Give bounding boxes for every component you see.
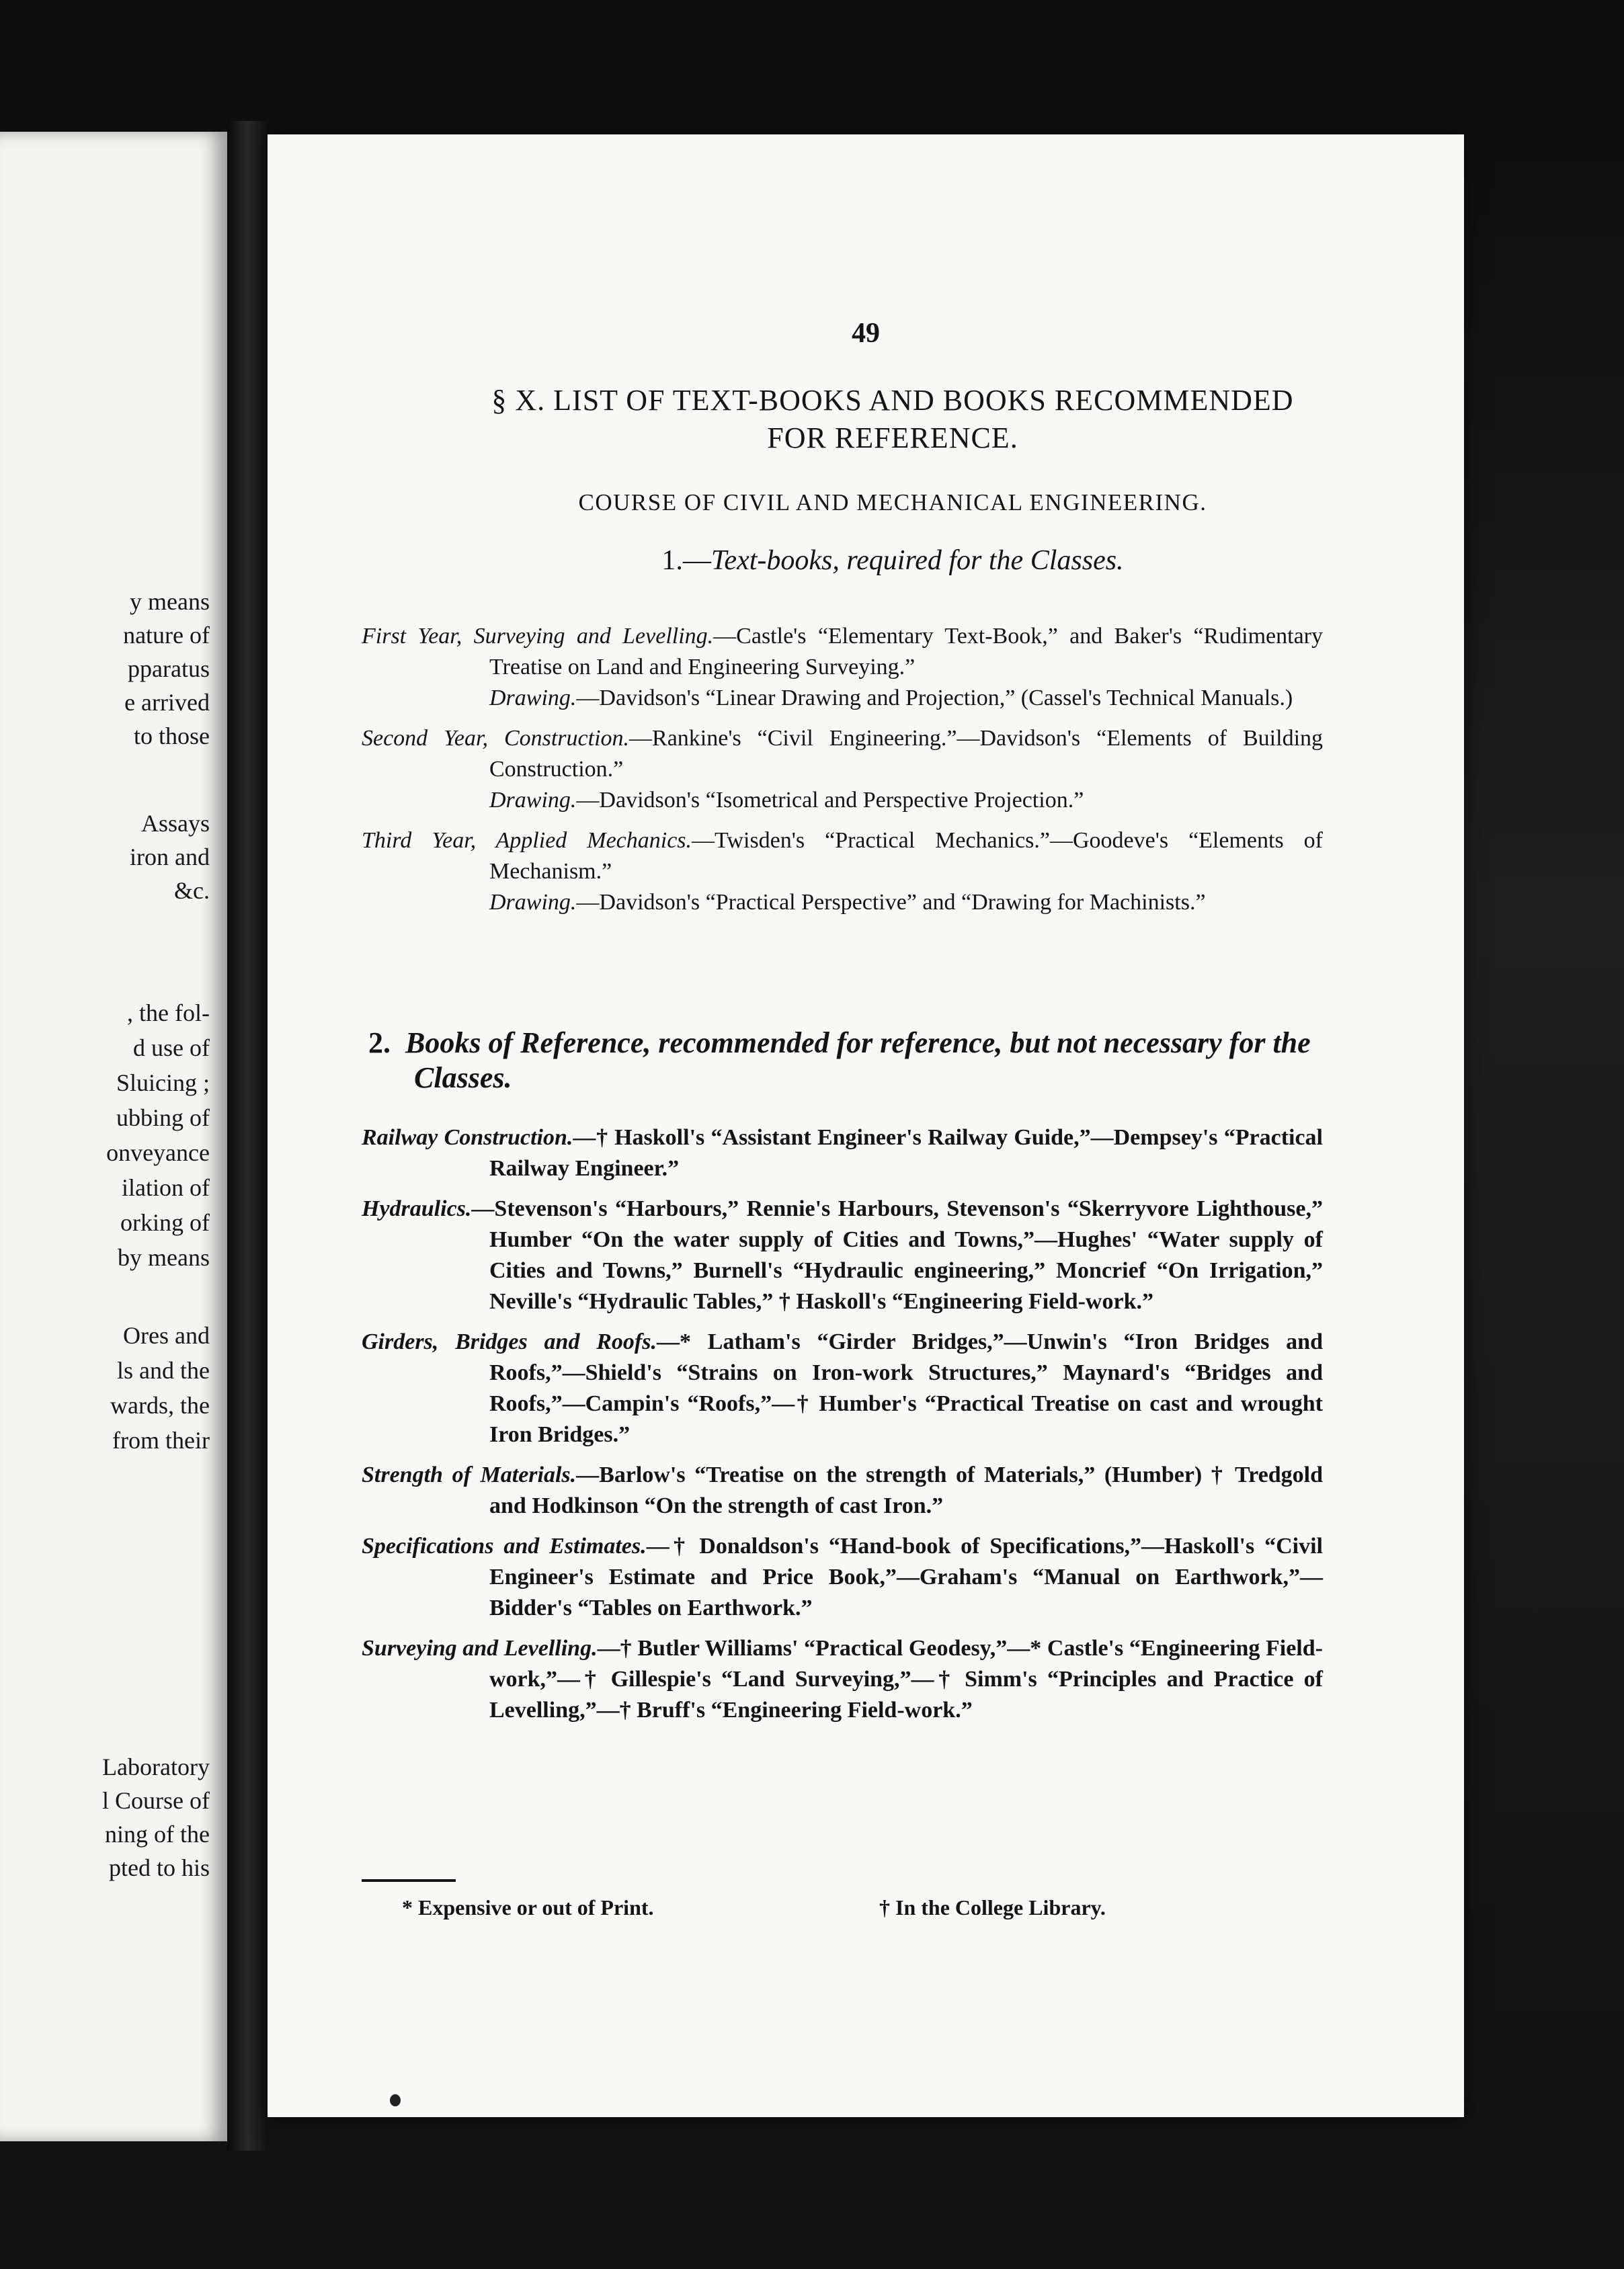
references-list <box>362 1122 1323 1735</box>
references-heading-number: 2. <box>368 1026 391 1059</box>
entry-label: Surveying and Levelling. <box>362 1636 598 1661</box>
left-fragment: e arrived <box>124 689 210 716</box>
entry-text: —Rankine's “Civil Engineering.”—Davidson's “Elements of Building Construction.” <box>489 726 1324 782</box>
left-fragment: Assays <box>140 810 210 837</box>
course-title: COURSE OF CIVIL AND MECHANICAL ENGINEERING. <box>578 489 1207 515</box>
drawing-label: Drawing. <box>489 788 577 813</box>
entry-text: —Stevenson's “Harbours,” Rennie's Harbours, Stevenson's “Skerryvore Lighthouse,” Humber “On the water supply of Cities and Towns,”—Hughes' “Water supply of Cities and Towns,” Burnell's “Hydraulic engineering,” Moncrief “On Irrigation,” Neville's “Hydraulic Tables,” † Haskoll's “Engineering Field-work.” <box>471 1196 1323 1314</box>
entry-text: —† Haskoll's “Assistant Engineer's Railway Guide,”—Dempsey's “Practical Railway Engineer.” <box>489 1125 1323 1181</box>
references-heading <box>368 1026 1375 1096</box>
section-title <box>368 382 1417 457</box>
left-fragment: , the fol- <box>127 999 210 1026</box>
reference-entry-railway <box>362 1122 1323 1184</box>
reference-entry-strength <box>362 1460 1323 1522</box>
left-fragment: ls and the <box>117 1357 210 1384</box>
left-fragment: onveyance <box>106 1139 210 1166</box>
left-fragment: ubbing of <box>116 1104 210 1131</box>
drawing-text: —Davidson's “Isometrical and Perspective Projection.” <box>576 788 1084 813</box>
footnote-library: † In the College Library. <box>879 1895 1106 1920</box>
reference-entry-girders <box>362 1327 1323 1450</box>
textbook-entry-first-year <box>362 621 1323 714</box>
left-fragment: ilation of <box>122 1174 210 1201</box>
left-fragment: by means <box>118 1244 210 1271</box>
entry-label: First Year, Surveying and Levelling. <box>362 624 714 649</box>
entry-drawing <box>489 683 1323 714</box>
page-number: 49 <box>852 318 880 349</box>
references-heading-text: Books of Reference, recommended for reference, but not necessary for the Classes. <box>405 1026 1311 1094</box>
textbooks-heading-text: Text-books, required for the Classes. <box>710 545 1124 576</box>
entry-text: —† Donaldson's “Hand-book of Specifications,”—Haskoll's “Civil Engineer's Estimate and Price Book,”—Graham's “Manual on Earthwork,”—Bidder's “Tables on Earthwork.” <box>489 1534 1323 1620</box>
left-fragment: Ores and <box>123 1322 210 1349</box>
left-fragment: wards, the <box>110 1392 210 1419</box>
left-fragment: iron and <box>130 843 210 870</box>
ink-spot <box>390 2094 401 2106</box>
entry-label: Girders, Bridges and Roofs. <box>362 1329 657 1354</box>
entry-text: —Barlow's “Treatise on the strength of Materials,” (Humber) † Tredgold and Hodkinson “On the strength of cast Iron.” <box>489 1462 1324 1518</box>
entry-label: Second Year, Construction. <box>362 726 630 751</box>
entry-label: Hydraulics. <box>362 1196 472 1221</box>
footnote-expensive: * Expensive or out of Print. <box>402 1895 654 1920</box>
drawing-text: —Davidson's “Practical Perspective” and “Drawing for Machinists.” <box>576 890 1206 915</box>
entry-text: —Castle's “Elementary Text-Book,” and Baker's “Rudimentary Treatise on Land and Engineering Surveying.” <box>489 624 1323 679</box>
left-fragment: d use of <box>133 1034 210 1061</box>
drawing-label: Drawing. <box>489 686 577 710</box>
textbook-entry-second-year <box>362 723 1323 816</box>
reference-entry-specifications <box>362 1531 1323 1624</box>
left-fragment: &c. <box>174 877 210 904</box>
reference-entry-surveying <box>362 1633 1323 1726</box>
drawing-label: Drawing. <box>489 890 577 915</box>
textbooks-list <box>362 621 1323 927</box>
entry-drawing <box>489 887 1323 918</box>
textbook-entry-third-year <box>362 825 1323 918</box>
entry-label: Strength of Materials. <box>362 1462 577 1487</box>
book-page <box>268 134 1464 2117</box>
left-fragment: Laboratory <box>102 1754 210 1780</box>
entry-text: —Twisden's “Practical Mechanics.”—Goodeve's “Elements of Mechanism.” <box>489 828 1323 884</box>
left-fragment: l Course of <box>102 1787 210 1814</box>
book-gutter <box>227 121 268 2151</box>
entry-label: Third Year, Applied Mechanics. <box>362 828 692 853</box>
entry-label: Specifications and Estimates. <box>362 1534 647 1559</box>
entry-drawing <box>489 785 1323 816</box>
entry-label: Railway Construction. <box>362 1125 573 1150</box>
section-title-line-1: § X. LIST OF TEXT-BOOKS AND BOOKS RECOMMENDED <box>491 384 1294 417</box>
entry-text: —† Butler Williams' “Practical Geodesy,”—* Castle's “Engineering Field-work,”—† Gillespie's “Land Surveying,”—† Simm's “Principles and Practice of Levelling,”—† Bruff's “Engineering Field-work.” <box>489 1636 1323 1723</box>
left-fragment: nature of <box>123 622 210 649</box>
left-facing-page <box>0 132 227 2141</box>
left-fragment: orking of <box>120 1209 210 1236</box>
entry-text: —* Latham's “Girder Bridges,”—Unwin's “Iron Bridges and Roofs,”—Shield's “Strains on Iron-work Structures,” Maynard's “Bridges and Roofs,”—Campin's “Roofs,”—† Humber's “Practical Treatise on cast and wrought Iron Bridges.” <box>489 1329 1323 1447</box>
footnote-rule <box>362 1879 456 1882</box>
left-fragment: Sluicing ; <box>116 1069 210 1096</box>
drawing-text: —Davidson's “Linear Drawing and Projection,” (Cassel's Technical Manuals.) <box>576 686 1293 710</box>
left-fragment: from their <box>112 1427 210 1454</box>
reference-entry-hydraulics <box>362 1194 1323 1317</box>
section-title-line-2: FOR REFERENCE. <box>767 421 1018 454</box>
left-fragment: y means <box>130 588 210 615</box>
textbooks-heading-number: 1.— <box>661 545 711 576</box>
left-fragment: pted to his <box>109 1854 210 1881</box>
left-fragment: ning of the <box>105 1821 210 1848</box>
left-fragment: to those <box>134 723 210 749</box>
textbooks-heading <box>368 544 1417 577</box>
left-fragment: pparatus <box>128 655 210 682</box>
